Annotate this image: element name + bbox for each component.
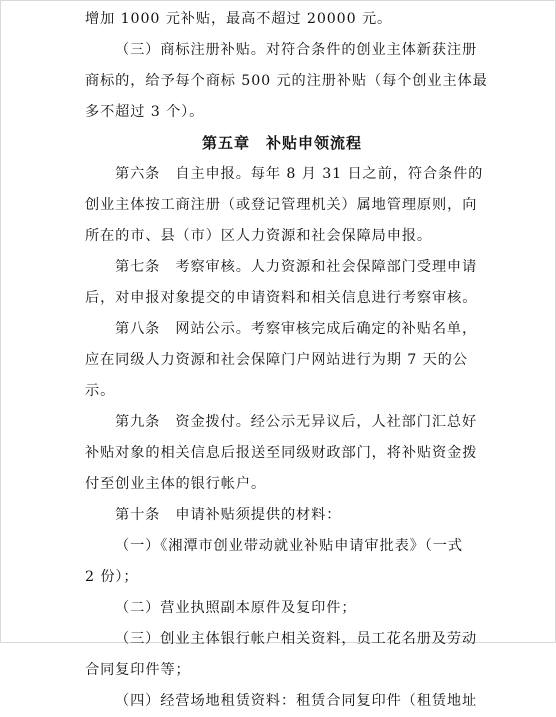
document-line: 第十条 申请补贴须提供的材料： (115, 507, 342, 523)
document-line: 2 份）； (85, 569, 139, 585)
document-line: 第八条 网站公示。考察审核完成后确定的补贴名单， (115, 321, 478, 337)
document-line: 多不超过 3 个）。 (85, 104, 205, 120)
document-line: 应在同级人力资源和社会保障门户网站进行为期 7 天的公 (85, 352, 468, 368)
document-line: 第六条 自主申报。每年 8 月 31 日之前，符合条件的 (115, 166, 484, 182)
document-line: 第七条 考察审核。人力资源和社会保障部门受理申请 (115, 259, 478, 275)
document-line: 补贴对象的相关信息后报送至同级财政部门，将补贴资金拨 (85, 445, 478, 461)
document-line: 示。 (85, 383, 116, 399)
document-line: 商标的，给予每个商标 500 元的注册补贴（每个创业主体最 (85, 73, 488, 89)
document-line: （四）经营场地租赁资料：租赁合同复印件（租赁地址 (115, 693, 478, 709)
document-line: 合同复印件等； (85, 662, 191, 678)
document-line: 付至创业主体的银行帐户。 (85, 476, 267, 492)
document-line: （一）《湘潭市创业带动就业补贴申请审批表》（一式 (115, 538, 463, 554)
document-line: 后，对申报对象提交的申请资料和相关信息进行考察审核。 (85, 290, 478, 306)
document-line: 第九条 资金拨付。经公示无异议后，人社部门汇总好 (115, 414, 478, 430)
chapter-heading: 第五章 补贴申领流程 (201, 134, 362, 152)
document-line: （三）商标注册补贴。对符合条件的创业主体新获注册 (115, 42, 478, 58)
document-line: （三）创业主体银行帐户相关资料，员工花名册及劳动 (115, 631, 478, 647)
document-body (85, 4, 488, 717)
document-line: （二）营业执照副本原件及复印件； (115, 600, 357, 616)
document-line: 创业主体按工商注册（或登记管理机关）属地管理原则，向 (85, 197, 478, 213)
document-line: 所在的市、县（市）区人力资源和社会保障局申报。 (85, 228, 433, 244)
document-line: 增加 1000 元补贴，最高不超过 20000 元。 (85, 11, 393, 27)
